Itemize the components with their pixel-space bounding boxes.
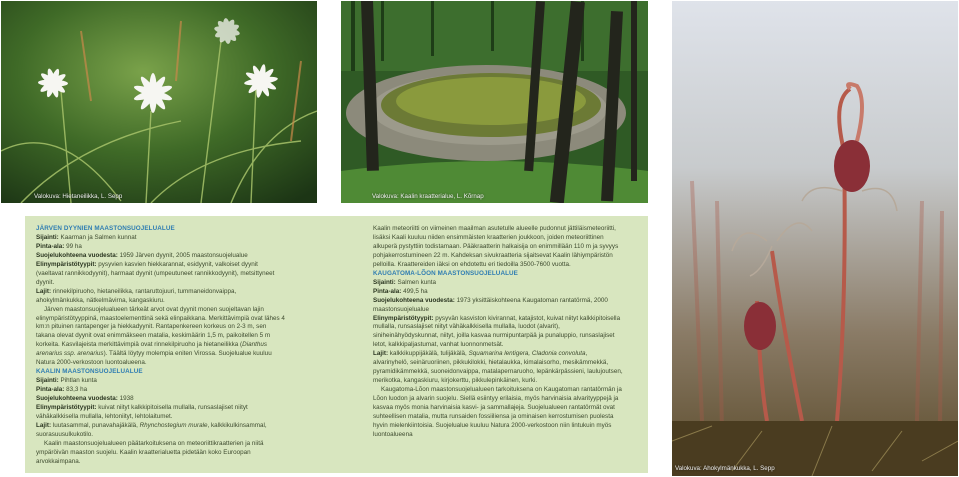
field-value: 99 ha: [64, 242, 82, 250]
field-value: pysyvän kasviston kivirannat, katajistot, kuivat niityt kalkkipitoisella mullalla, runsaslajiset niityt vähäkalkkisella mullalla, luodot (alvarit), siniheinähyödyskunnat, niityt, joilla kasvaa nurmipuntarpää ja punaluppio, runsaslajiset letot, kalkkipaljastumat, vanhat luonnonmetsät.: [373, 314, 621, 349]
field-label: Suojelukohteena vuodesta:: [36, 395, 118, 403]
field-value: pysyvien kasvien hiekkarannat, esidyynit, valkoiset dyynit (vaeltavat rannikkodyynit), harmaat dyynit (umpeutuneet rannikkodyynit), metsittyneet dyynit.: [36, 260, 275, 286]
field-value: , alvarinyhelö, seinäruoriinen, pikkukilokki, hietalaukka, kimalaisorho, mesikämmekkä, pyramidikämmekkä, suoneidonvaippa, matalapernaruoho, lepänkärpässieni, laulujoutsen, merikotka, kangaskiuru, kirjokerttu, pikkulepinkäinen, kurki.: [373, 350, 623, 385]
text-column-left: [36, 225, 286, 467]
field-value: kuivat niityt kalkkipitoisella mullalla, runsaslajiset niityt vähäkalkkisella mullalla, lehtoniityt, lehtolaitumet.: [36, 404, 248, 421]
paragraph: Kaalin maastonsuojelualueen päätarkoituksena on meteoriittikraatterien ja niitä ympäröivän maaston suojelu. Kaalin kraatterialuetta pidetään koko Euroopan arvokkaimpana.: [36, 439, 264, 465]
field-label: Pinta-ala:: [373, 287, 402, 295]
field-value: 1938: [117, 395, 134, 403]
field-label: Lajit:: [373, 350, 389, 358]
field-value: luutasammal, punavahajäkälä,: [51, 421, 140, 429]
field-value: , kalkkikulkinsammal, suorasuusulkukotilo.: [36, 421, 267, 438]
photo-caption: Valokuva: Hietaneilikka, L. Sepp: [34, 193, 123, 200]
field-label: Pinta-ala:: [36, 242, 65, 250]
field-value: 499,5 ha: [401, 287, 428, 295]
latin-name: Squamarina lentigera, Cladonia convoluta: [468, 350, 586, 358]
text-column-right: [373, 225, 623, 440]
section-heading: KAALIN MAASTONSUOJELUALUE: [36, 368, 143, 376]
paragraph: Kaugatoma-Lõon maastonsuojelualueen tarkoituksena on Kaugatoman rantatörmän ja Lõon luodon ja alvarin suojelu. Siellä esiintyy erilaisia, myös harvinaisia alvarityyppejä ja kasvaa myös monia harvinaisia kasvi- ja sammallajeja. Suojelualueen rantatörmät ovat suhteellisen matalia, mutta runsaiden fossiiliensa ja ominaisen kerrostumisen puolesta hyvin mielenkiintoisia. Suojelualue kuuluu Natura 2000-verkostoon niin lintukuin myös luontoalueena: [373, 386, 622, 438]
photo-ahokylmankukka: [672, 1, 958, 476]
field-label: Elinympäristötyypit:: [36, 404, 97, 412]
photo-hietaneilikka: [1, 1, 317, 203]
field-label: Sijainti:: [373, 278, 396, 286]
field-value: rinnekilpiruoho, hietaneilikka, rantaruttojuuri, tummaneidonvaippa, ahokylmänkukka, nätkelmävirna, kangaskiuru.: [36, 287, 237, 304]
field-value: kalkkikuppijäkälä, tulijäkälä,: [388, 350, 469, 358]
photo-caption: Valokuva: Kaalin kraatterialue, L. Kõrnap: [372, 193, 484, 200]
field-label: Suojelukohteena vuodesta:: [373, 296, 455, 304]
section-heading: JÄRVEN DYYNIEN MAASTONSUOJELUALUE: [36, 225, 175, 232]
field-value: Pihtlan kunta: [58, 377, 97, 385]
field-label: Suojelukohteena vuodesta:: [36, 251, 118, 259]
field-label: Lajit:: [36, 287, 52, 295]
field-value: 1973 yksittäiskohteena Kaugatoman rantatörmä, 2000 maastonsuojelualue: [373, 296, 608, 313]
paragraph-text: ). Täältä löytyy molempia eniten Virossa. Suojelualue kuuluu Natura 2000-verkostoon luontoalueena.: [36, 350, 272, 367]
field-label: Sijainti:: [36, 377, 59, 385]
photo-caption: Valokuva: Ahokylmänkukka, L. Sepp: [675, 465, 775, 472]
section-heading: KAUGATOMA-LÕON MAASTONSUOJELUALUE: [373, 269, 518, 277]
paragraph: Kaalin meteoriitti on viimeinen maailman asutetulle alueelle pudonnut jättiläismeteoriitti, lisäksi Kaali kuuluu niiden ensimmäisten kraatterien joukkoon, joiden meteoriittinen alkuperä pystyttiin todistamaan. Pääkraatterin halkaisija on enimmillään 110 m ja syvyys pohjakerrostumineen 22 m. Kahdeksan sivukraatteria sijaitsevat Kaalin lähiympäristön pelloilla. Kraattereiden iäksi on ehdotettu eri tiedoilla 3500-7600 vuotta.: [373, 225, 619, 268]
field-label: Elinympäristötyypit:: [373, 314, 434, 322]
field-value: Salmen kunta: [395, 278, 437, 286]
paragraph-text: Järven maastonsuojelualueen tärkeät arvot ovat dyynit monen suojeltavan lajin elinympäristötyyppinä, maastoelementtinä sekä elinpaikkana. Merkittävimpiä ovat lähes 4 km:n pituinen rantapenger ja hiekkadyynit. Rantapenkereen korkeus on 2-3 m, sen takana olevat dyynit ovat enimmäkseen matalia, keskimäärin 1,5 m, paikoitellen 5 m korkeita. Kasvilajeista merkittävimpiä ovat rinnekilpiruoho ja hietaneilikka (: [36, 305, 285, 349]
field-label: Lajit:: [36, 421, 52, 429]
field-label: Elinympäristötyypit:: [36, 260, 97, 268]
latin-name: Dianthus arenarius ssp. arenarius: [36, 341, 267, 358]
field-label: Sijainti:: [36, 233, 59, 241]
latin-name: Rhynchostegium murale: [139, 421, 208, 429]
field-value: Kaarman ja Salmen kunnat: [58, 233, 137, 241]
field-value: 83,3 ha: [64, 386, 88, 394]
field-label: Pinta-ala:: [36, 386, 65, 394]
field-value: 1959 Järven dyynit, 2005 maastonsuojelualue: [117, 251, 248, 259]
paragraph: [36, 306, 286, 369]
photo-kaali-crater: [341, 1, 648, 203]
